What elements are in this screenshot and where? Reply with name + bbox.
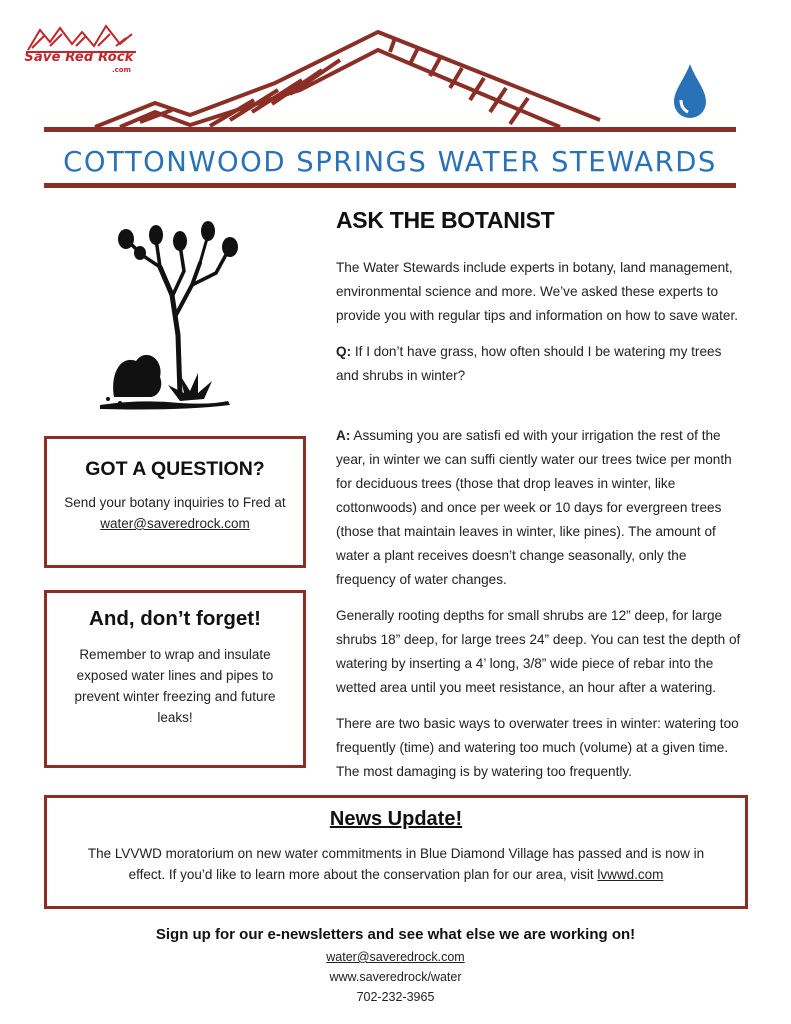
- news-update-box: [44, 795, 748, 909]
- masthead-title: COTTONWOOD SPRINGS WATER STEWARDS: [63, 146, 717, 178]
- article-paragraph-overwater: There are two basic ways to overwater trees in winter: watering too frequently (time) and watering too much (volume) at a given time. The most damaging is by watering too frequently.: [336, 716, 739, 779]
- footer-website[interactable]: www.saveredrock/water: [329, 970, 462, 984]
- logo-text: Save Red Rock: [24, 50, 134, 65]
- article-answer: [336, 424, 742, 592]
- joshua-tree-illustration: [80, 215, 250, 420]
- news-title: News Update!: [329, 808, 463, 830]
- masthead-rule-top: [44, 127, 736, 132]
- newsletter-signup-text: Sign up for our e-newsletters and see what else we are working on!: [155, 926, 636, 943]
- footer-phone: 702-232-3965: [356, 990, 435, 1004]
- question-label: Q:: [336, 344, 352, 359]
- question-box-title: GOT A QUESTION?: [85, 458, 265, 480]
- question-text: If I don’t have grass, how often should I be watering my trees and shrubs in winter?: [336, 344, 722, 383]
- footer-email-link[interactable]: water@saveredrock.com: [326, 950, 465, 964]
- answer-text: Assuming you are satisfi ed with your irrigation the rest of the year, in winter we can suffi ciently water our trees twice per month for deciduous trees (those that drop leaves in winter, like cottonwoods) and once per week or 10 days for evergreen trees (those that maintain leaves in winter, like pines). The amount of water a plant receives doesn’t change seasonally, only the frequency of water changes.: [336, 428, 732, 587]
- reminder-box-text: Remember to wrap and insulate exposed water lines and pipes to prevent winter freezing and future leaks!: [74, 647, 276, 725]
- news-text-line: [77, 843, 715, 885]
- article-question: [336, 340, 742, 388]
- article-intro: The Water Stewards include experts in botany, land management, environmental science and more. We’ve asked these experts to provide you with regular tips and information on how to save water.: [336, 260, 738, 323]
- water-drop-icon: [670, 60, 710, 120]
- news-text: The LVVWD moratorium on new water commitments in Blue Diamond Village has passed and is now in effect. If you’d like to learn more about the conservation plan for our area, visit: [87, 846, 705, 882]
- ask-the-botanist-article: [336, 207, 742, 796]
- answer-label: A:: [336, 428, 351, 443]
- article-paragraph-rooting: Generally rooting depths for small shrubs are 12” deep, for large shrubs 18” deep, for large trees 24” deep. You can test the depth of watering by inserting a 4’ long, 3/8” wide piece of rebar into the wetted area until you meet resistance, an hour after a watering.: [336, 608, 741, 695]
- article-heading: ASK THE BOTANIST: [336, 207, 555, 233]
- news-link[interactable]: lvwwd.com: [597, 867, 664, 882]
- reminder-box: [44, 590, 306, 768]
- logo-subtext: .com: [112, 66, 131, 74]
- question-box: [44, 436, 306, 568]
- reminder-box-title: And, don’t forget!: [89, 607, 261, 630]
- question-box-text: Send your botany inquiries to Fred at: [64, 495, 286, 510]
- mountain-graphic: [40, 30, 740, 140]
- masthead-rule-bottom: [44, 183, 736, 188]
- question-box-email-link[interactable]: water@saveredrock.com: [100, 516, 250, 531]
